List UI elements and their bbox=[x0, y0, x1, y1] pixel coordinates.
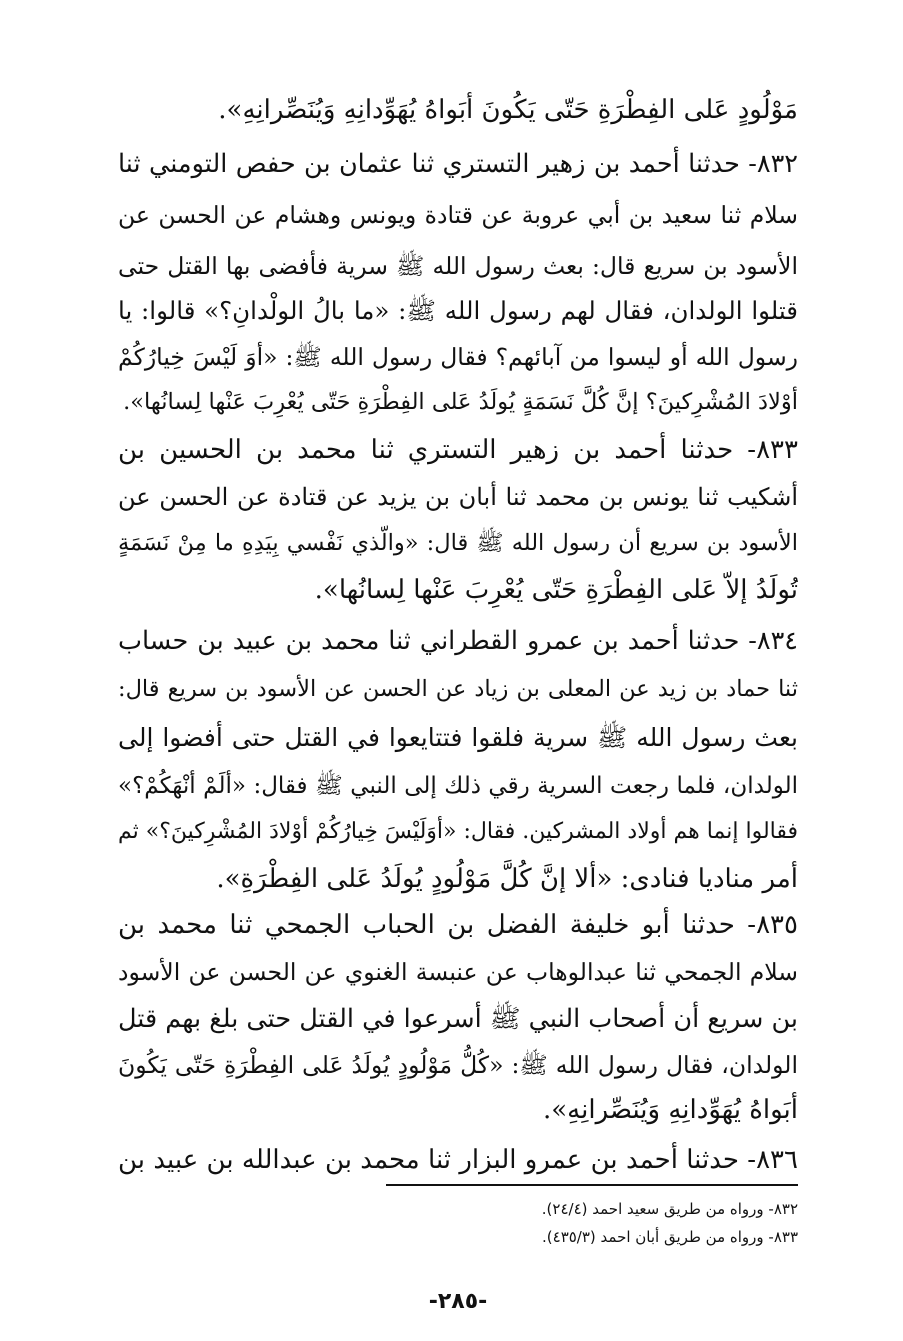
hadith-834-line-3: بعث رسول الله ﷺ سرية فلقوا فتتايعوا في القتل حتى أفضوا إلى bbox=[118, 723, 798, 752]
hadith-832-line-5: رسول الله أو ليسوا من آبائهم؟ فقال رسول الله ﷺ: «أوَ لَيْسَ خِيارُكُمْ bbox=[118, 343, 798, 371]
hadith-833-line-3: الأسود بن سريع أن رسول الله ﷺ قال: «والّذي نَفْسي بِيَدِهِ ما مِنْ نَسَمَةٍ bbox=[118, 530, 798, 556]
hadith-833-line-2: أشكيب ثنا يونس بن محمد ثنا أبان بن يزيد عن قتادة عن الحسن عن bbox=[118, 483, 798, 511]
book-page bbox=[118, 0, 798, 1341]
footnote-divider bbox=[386, 1184, 798, 1186]
hadith-835-line-4: الولدان، فقال رسول الله ﷺ: «كُلُّ مَوْلُودٍ يُولَدُ عَلى الفِطْرَةِ حَتّى يَكُونَ bbox=[118, 1051, 798, 1079]
hadith-833-line-4: تُولَدُ إلاّ عَلى الفِطْرَةِ حَتّى يُعْرِبَ عَنْها لِسانُها». bbox=[314, 575, 798, 605]
hadith-832-line-1: ٨٣٢- حدثنا أحمد بن زهير التستري ثنا عثمان بن حفص التومني ثنا bbox=[118, 149, 798, 179]
hadith-832-line-2: سلام ثنا سعيد بن أبي عروبة عن قتادة ويونس وهشام عن الحسن عن bbox=[118, 201, 798, 229]
hadith-832-line-3: الأسود بن سريع قال: بعث رسول الله ﷺ سرية فأفضى بها القتل حتى bbox=[118, 252, 798, 280]
text-line-1: مَوْلُودٍ عَلى الفِطْرَةِ حَتّى يَكُونَ أبَواهُ يُهَوِّدانِهِ وَيُنَصِّرانِهِ». bbox=[218, 95, 798, 125]
footnote-832: ٨٣٢- ورواه من طريق سعيد احمد (٢٤/٤). bbox=[541, 1200, 798, 1218]
footnote-833: ٨٣٣- ورواه من طريق أبان احمد (٤٣٥/٣). bbox=[542, 1228, 798, 1246]
hadith-833-line-1: ٨٣٣- حدثنا أحمد بن زهير التستري ثنا محمد بن الحسين بن bbox=[118, 435, 798, 465]
hadith-834-line-1: ٨٣٤- حدثنا أحمد بن عمرو القطراني ثنا محمد بن عبيد بن حساب bbox=[118, 626, 798, 656]
hadith-835-line-1: ٨٣٥- حدثنا أبو خليفة الفضل بن الحباب الجمحي ثنا محمد بن bbox=[118, 910, 798, 940]
hadith-835-line-2: سلام الجمحي ثنا عبدالوهاب عن عنبسة الغنوي عن الحسن عن الأسود bbox=[118, 958, 798, 986]
hadith-834-line-2: ثنا حماد بن زيد عن المعلى بن زياد عن الحسن عن الأسود بن سريع قال: bbox=[118, 676, 798, 702]
hadith-832-line-6: أوْلادَ المُشْرِكينَ؟ إنَّ كُلَّ نَسَمَةٍ يُولَدُ عَلى الفِطْرَةِ حَتّى يُعْرِبَ عَنْها لِسانُها». bbox=[123, 389, 798, 415]
page-number: -٢٨٥- bbox=[428, 1289, 488, 1314]
hadith-835-line-5: أبَواهُ يُهَوِّدانِهِ وَيُنَصِّرانِهِ». bbox=[543, 1095, 798, 1125]
hadith-834-line-6: أمر مناديا فنادى: «ألا إنَّ كُلَّ مَوْلُودٍ يُولَدُ عَلى الفِطْرَةِ». bbox=[216, 864, 798, 894]
hadith-832-line-4: قتلوا الولدان، فقال لهم رسول الله ﷺ: «ما بالُ الولْدانِ؟» قالوا: يا bbox=[118, 296, 798, 325]
hadith-835-line-3: بن سريع أن أصحاب النبي ﷺ أسرعوا في القتل حتى بلغ بهم قتل bbox=[118, 1004, 798, 1034]
hadith-834-line-5: فقالوا إنما هم أولاد المشركين. فقال: «أوَلَيْسَ خِيارُكُمْ أوْلادَ المُشْرِكينَ؟» ثم bbox=[118, 819, 798, 844]
hadith-834-line-4: الولدان، فلما رجعت السرية رقي ذلك إلى النبي ﷺ فقال: «ألَمْ أنْهَكُمْ؟» bbox=[118, 773, 798, 799]
hadith-836-line-1: ٨٣٦- حدثنا أحمد بن عمرو البزار ثنا محمد بن عبدالله بن عبيد بن bbox=[118, 1145, 798, 1175]
